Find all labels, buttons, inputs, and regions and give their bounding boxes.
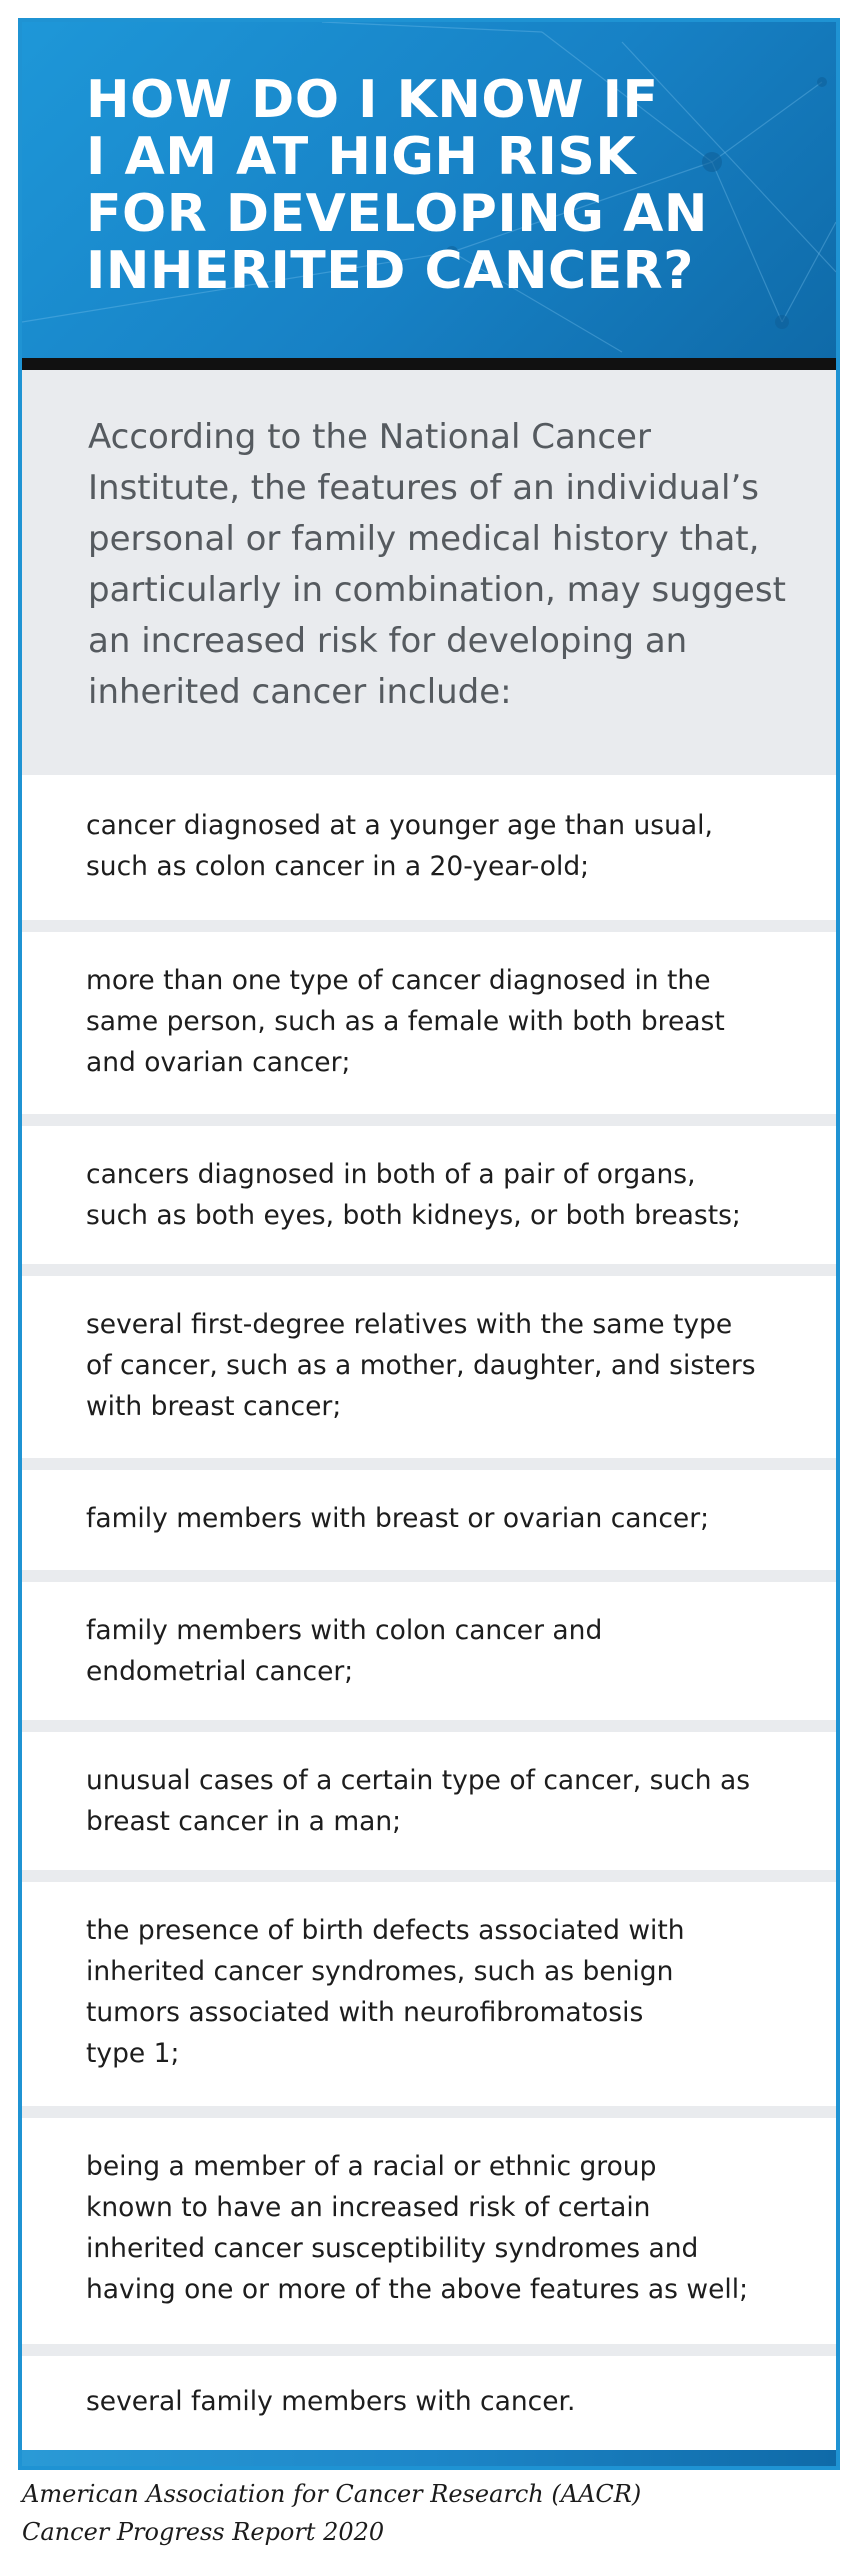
item-line: of cancer, such as a mother, daughter, and sisters xyxy=(86,1350,756,1381)
risk-factor-text xyxy=(86,2146,826,2310)
item-line: breast cancer in a man; xyxy=(86,1806,402,1837)
intro-text xyxy=(88,412,808,718)
item-line: cancers diagnosed in both of a pair of organs, xyxy=(86,1159,696,1190)
item-line: cancer diagnosed at a younger age than usual, xyxy=(86,810,713,841)
title-line: I AM AT HIGH RISK xyxy=(86,127,637,187)
risk-factor-text xyxy=(86,2381,826,2422)
risk-factor-item xyxy=(22,932,836,1114)
risk-factor-item xyxy=(22,1882,836,2106)
intro-line: inherited cancer include: xyxy=(88,672,512,712)
item-line: same person, such as a female with both breast xyxy=(86,1006,725,1037)
source-line: American Association for Cancer Research (AACR) xyxy=(22,2480,642,2508)
intro-line: personal or family medical history that, xyxy=(88,519,760,559)
source-citation xyxy=(22,2475,641,2551)
risk-factor-text xyxy=(86,1760,826,1842)
title-line: FOR DEVELOPING AN xyxy=(86,184,708,244)
item-line: several family members with cancer. xyxy=(86,2386,576,2417)
intro-line: Institute, the features of an individual’s xyxy=(88,468,759,508)
item-line: family members with colon cancer and xyxy=(86,1615,603,1646)
intro-line: an increased risk for developing an xyxy=(88,621,688,661)
item-line: type 1; xyxy=(86,2038,180,2069)
item-line: several first-degree relatives with the same type xyxy=(86,1309,733,1340)
risk-factor-item xyxy=(22,1582,836,1720)
item-line: family members with breast or ovarian cancer; xyxy=(86,1503,710,1534)
item-line: tumors associated with neurofibromatosis xyxy=(86,1997,644,2028)
item-line: such as colon cancer in a 20-year-old; xyxy=(86,851,590,882)
item-line: such as both eyes, both kidneys, or both breasts; xyxy=(86,1200,741,1231)
item-line: and ovarian cancer; xyxy=(86,1047,351,1078)
page-title xyxy=(86,72,786,300)
risk-factor-text xyxy=(86,1498,826,1539)
risk-factor-item xyxy=(22,2118,836,2344)
item-line: unusual cases of a certain type of cancer, such as xyxy=(86,1765,751,1796)
header-banner xyxy=(22,22,836,358)
title-line: INHERITED CANCER? xyxy=(86,241,694,301)
item-line: inherited cancer syndromes, such as benign xyxy=(86,1956,674,1987)
risk-factor-item xyxy=(22,2356,836,2450)
risk-factor-item xyxy=(22,1470,836,1570)
risk-factor-text xyxy=(86,1304,826,1427)
risk-factor-item xyxy=(22,775,836,920)
risk-factor-text xyxy=(86,805,826,887)
risk-factor-item xyxy=(22,1276,836,1458)
footer-stripe xyxy=(22,2450,836,2470)
item-line: with breast cancer; xyxy=(86,1391,342,1422)
intro-line: According to the National Cancer xyxy=(88,417,651,457)
intro-panel xyxy=(22,370,836,775)
risk-factor-text xyxy=(86,1910,826,2074)
item-line: more than one type of cancer diagnosed in the xyxy=(86,965,711,996)
infographic-frame xyxy=(18,18,840,2470)
risk-factor-text xyxy=(86,960,826,1083)
risk-factor-item xyxy=(22,1126,836,1264)
risk-factor-text xyxy=(86,1610,826,1692)
intro-line: particularly in combination, may suggest xyxy=(88,570,786,610)
item-line: inherited cancer susceptibility syndromes and xyxy=(86,2233,699,2264)
source-line: Cancer Progress Report 2020 xyxy=(22,2518,385,2546)
risk-factor-text xyxy=(86,1154,826,1236)
header-divider xyxy=(22,358,836,370)
risk-factor-item xyxy=(22,1732,836,1870)
item-line: being a member of a racial or ethnic group xyxy=(86,2151,657,2182)
item-line: the presence of birth defects associated with xyxy=(86,1915,685,1946)
item-line: having one or more of the above features as well; xyxy=(86,2274,749,2305)
title-line: HOW DO I KNOW IF xyxy=(86,70,659,130)
item-line: endometrial cancer; xyxy=(86,1656,354,1687)
item-line: known to have an increased risk of certain xyxy=(86,2192,651,2223)
